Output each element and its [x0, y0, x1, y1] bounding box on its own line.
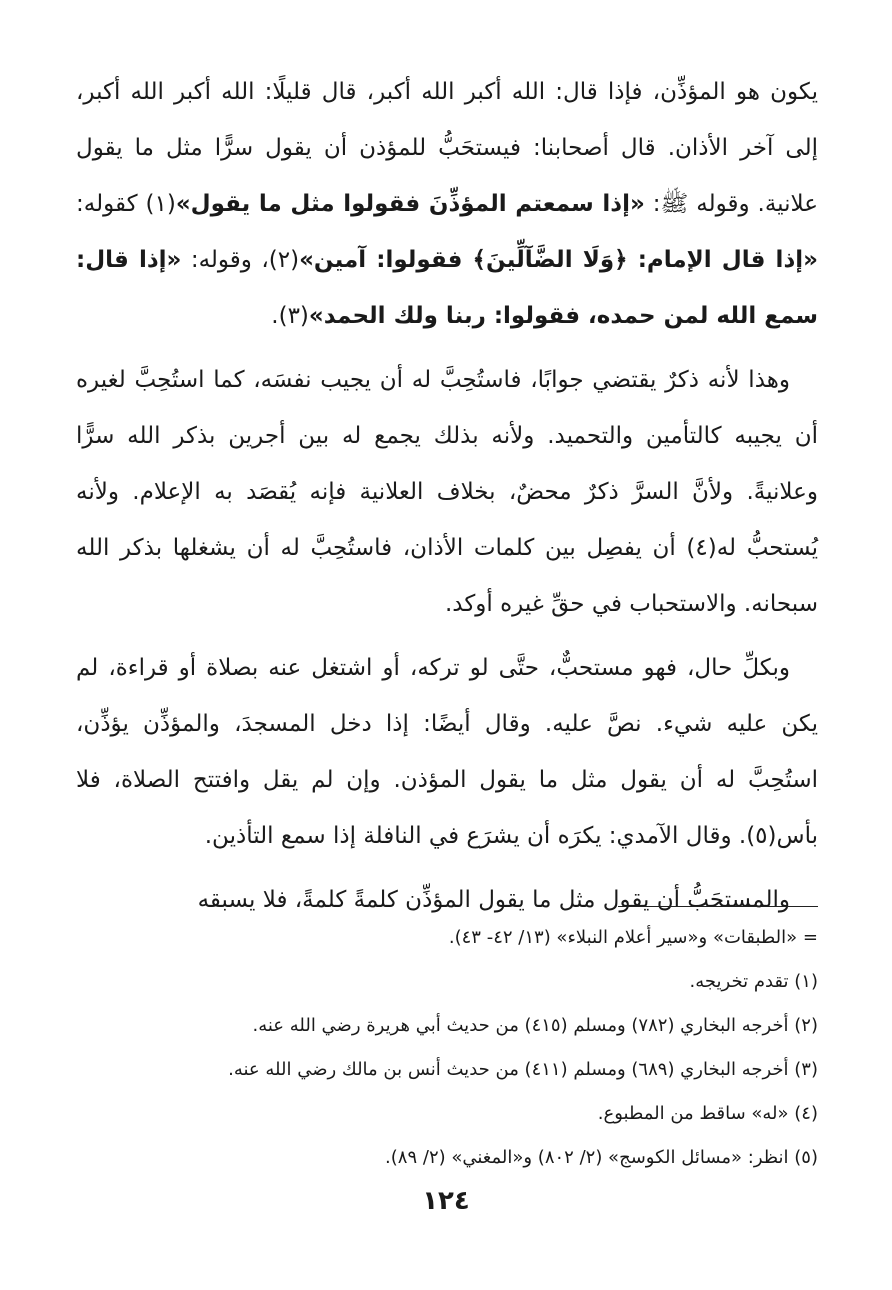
footnotes [80, 916, 818, 1180]
text-segment: وهذا لأنه ذكرٌ يقتضي جوابًا، فاستُحِبَّ له أن يجيب نفسَه، كما استُحِبَّ لغيره أن يجيبه كالتأمين والتحميد. ولأنه بذلك يجمع له بين أجرين بذكر الله سرًّا وعلانيةً. ولأنَّ السرَّ ذكرٌ محضٌ، بخلاف العلانية فإنه يُقصَد به الإعلام. ولأنه يُستحبُّ له(٤) أن يفصِل بين كلمات الأذان، فاستُحِبَّ له أن يشغلها بذكر الله سبحانه. والاستحباب في حقِّ غيره أوكد. [76, 367, 818, 617]
text-segment: وبكلِّ حال، فهو مستحبٌّ، حتَّى لو تركه، أو اشتغل عنه بصلاة أو قراءة، لم يكن عليه شيء. نصَّ عليه. وقال أيضًا: إذا دخل المسجدَ، والمؤذِّن يؤذِّن، استُحِبَّ له أن يقول مثل ما يقول المؤذن. وإن لم يقل وافتتح الصلاة، فلا بأس(٥). وقال الآمدي: يكرَه أن يشرَع في النافلة إذا سمع التأذين. [76, 655, 818, 849]
footnote-1: (١) تقدم تخريجه. [689, 971, 818, 992]
main-text [76, 64, 818, 936]
text-segment: (٣). [271, 303, 309, 329]
footnote-continuation: = «الطبقات» و«سير أعلام النبلاء» (١٣/ ٤٢- ٤٣). [448, 927, 818, 948]
text-segment: (١) كقوله: [76, 191, 176, 217]
text-segment: يكون هو المؤذِّن، فإذا قال: الله أكبر الله أكبر، قال قليلًا: الله أكبر الله أكبر، إلى آخر الأذان. قال أصحابنا: فيستحَبُّ للمؤذن أن يقول سرًّا مثل ما يقول علانية. وقوله ﷺ: [76, 79, 818, 217]
hadith-quote: «إذا قال الإمام: ﴿وَلَا الضَّآلِّينَ﴾ فقولوا: آمين» [299, 247, 818, 273]
footnote-4: (٤) «له» ساقط من المطبوع. [597, 1103, 818, 1124]
footnote-2: (٢) أخرجه البخاري (٧٨٢) ومسلم (٤١٥) من حديث أبي هريرة رضي الله عنه. [252, 1015, 818, 1036]
footnote-5: (٥) انظر: «مسائل الكوسج» (٢/ ٨٠٢) و«المغني» (٢/ ٨٩). [385, 1147, 818, 1168]
footnote-divider [618, 906, 818, 907]
paragraph-2 [76, 352, 818, 632]
page-number: ١٢٤ [422, 1186, 470, 1216]
hadith-quote: «إذا سمعتم المؤذِّنَ فقولوا مثل ما يقول» [175, 191, 645, 217]
text-segment: (٢)، وقوله: [181, 247, 300, 273]
paragraph-1 [76, 64, 818, 344]
footnote-3: (٣) أخرجه البخاري (٦٨٩) ومسلم (٤١١) من حديث أنس بن مالك رضي الله عنه. [228, 1059, 818, 1080]
hadith-quote: «إذا قال: سمع الله لمن حمده، فقولوا: ربنا ولك الحمد» [76, 247, 818, 329]
text-segment: والمستحَبُّ أن يقول مثل ما يقول المؤذِّن كلمةً كلمةً، فلا يسبقه [197, 887, 790, 913]
paragraph-3 [76, 640, 818, 864]
